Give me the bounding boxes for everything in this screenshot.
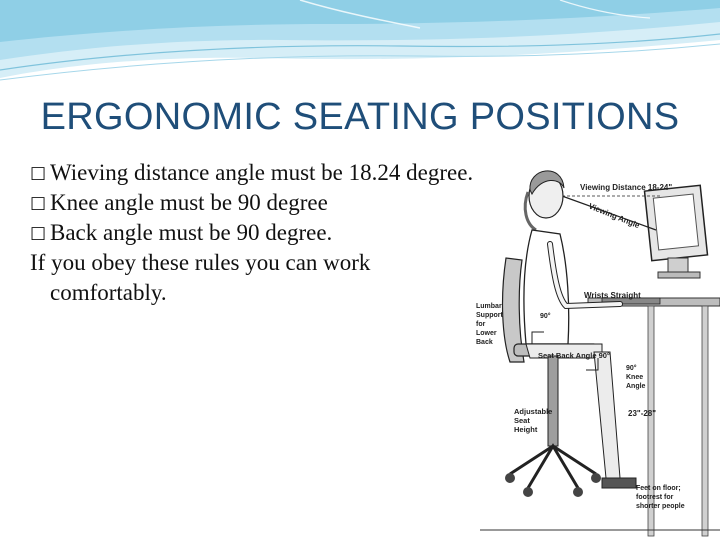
- label-adjustable-seat: Adjustable Seat Height: [514, 407, 553, 434]
- label-knee-angle: 90° Knee Angle: [626, 365, 646, 390]
- label-back-90: 90°: [540, 313, 551, 320]
- bullet-list: [30, 158, 490, 308]
- bullet-item-knee-angle: [30, 188, 490, 218]
- bullet-marker-icon: □: [30, 193, 47, 213]
- label-feet-on-floor: Feet on floor; footrest for shorter people: [636, 485, 685, 510]
- bullet-item-viewing-distance: [30, 158, 490, 188]
- ergonomic-posture-illustration: [470, 148, 720, 540]
- bullet-text: Knee angle must be 90 degree: [50, 190, 328, 215]
- label-height-range: 23"-28": [628, 409, 657, 418]
- bullet-marker-icon: □: [30, 223, 47, 243]
- closing-text: If you obey these rules you can work comfortably.: [30, 250, 371, 305]
- bullet-item-back-angle: [30, 218, 490, 248]
- label-seat-back-angle: Seat Back Angle 90°: [538, 351, 610, 360]
- bullet-text: Back angle must be 90 degree.: [50, 220, 333, 245]
- label-viewing-distance: Viewing Distance 18-24": [580, 183, 673, 192]
- bullet-marker-icon: □: [30, 163, 47, 183]
- slide-title: ERGONOMIC SEATING POSITIONS: [40, 96, 680, 138]
- label-wrists-straight: Wrists Straight: [584, 291, 641, 300]
- bullet-text: Wieving distance angle must be 18.24 degree.: [50, 160, 474, 185]
- label-lumbar-support: Lumbar Support for Lower Back: [476, 303, 503, 346]
- header-wave-decoration: [0, 0, 720, 95]
- label-viewing-angle: Viewing Angle: [587, 201, 641, 231]
